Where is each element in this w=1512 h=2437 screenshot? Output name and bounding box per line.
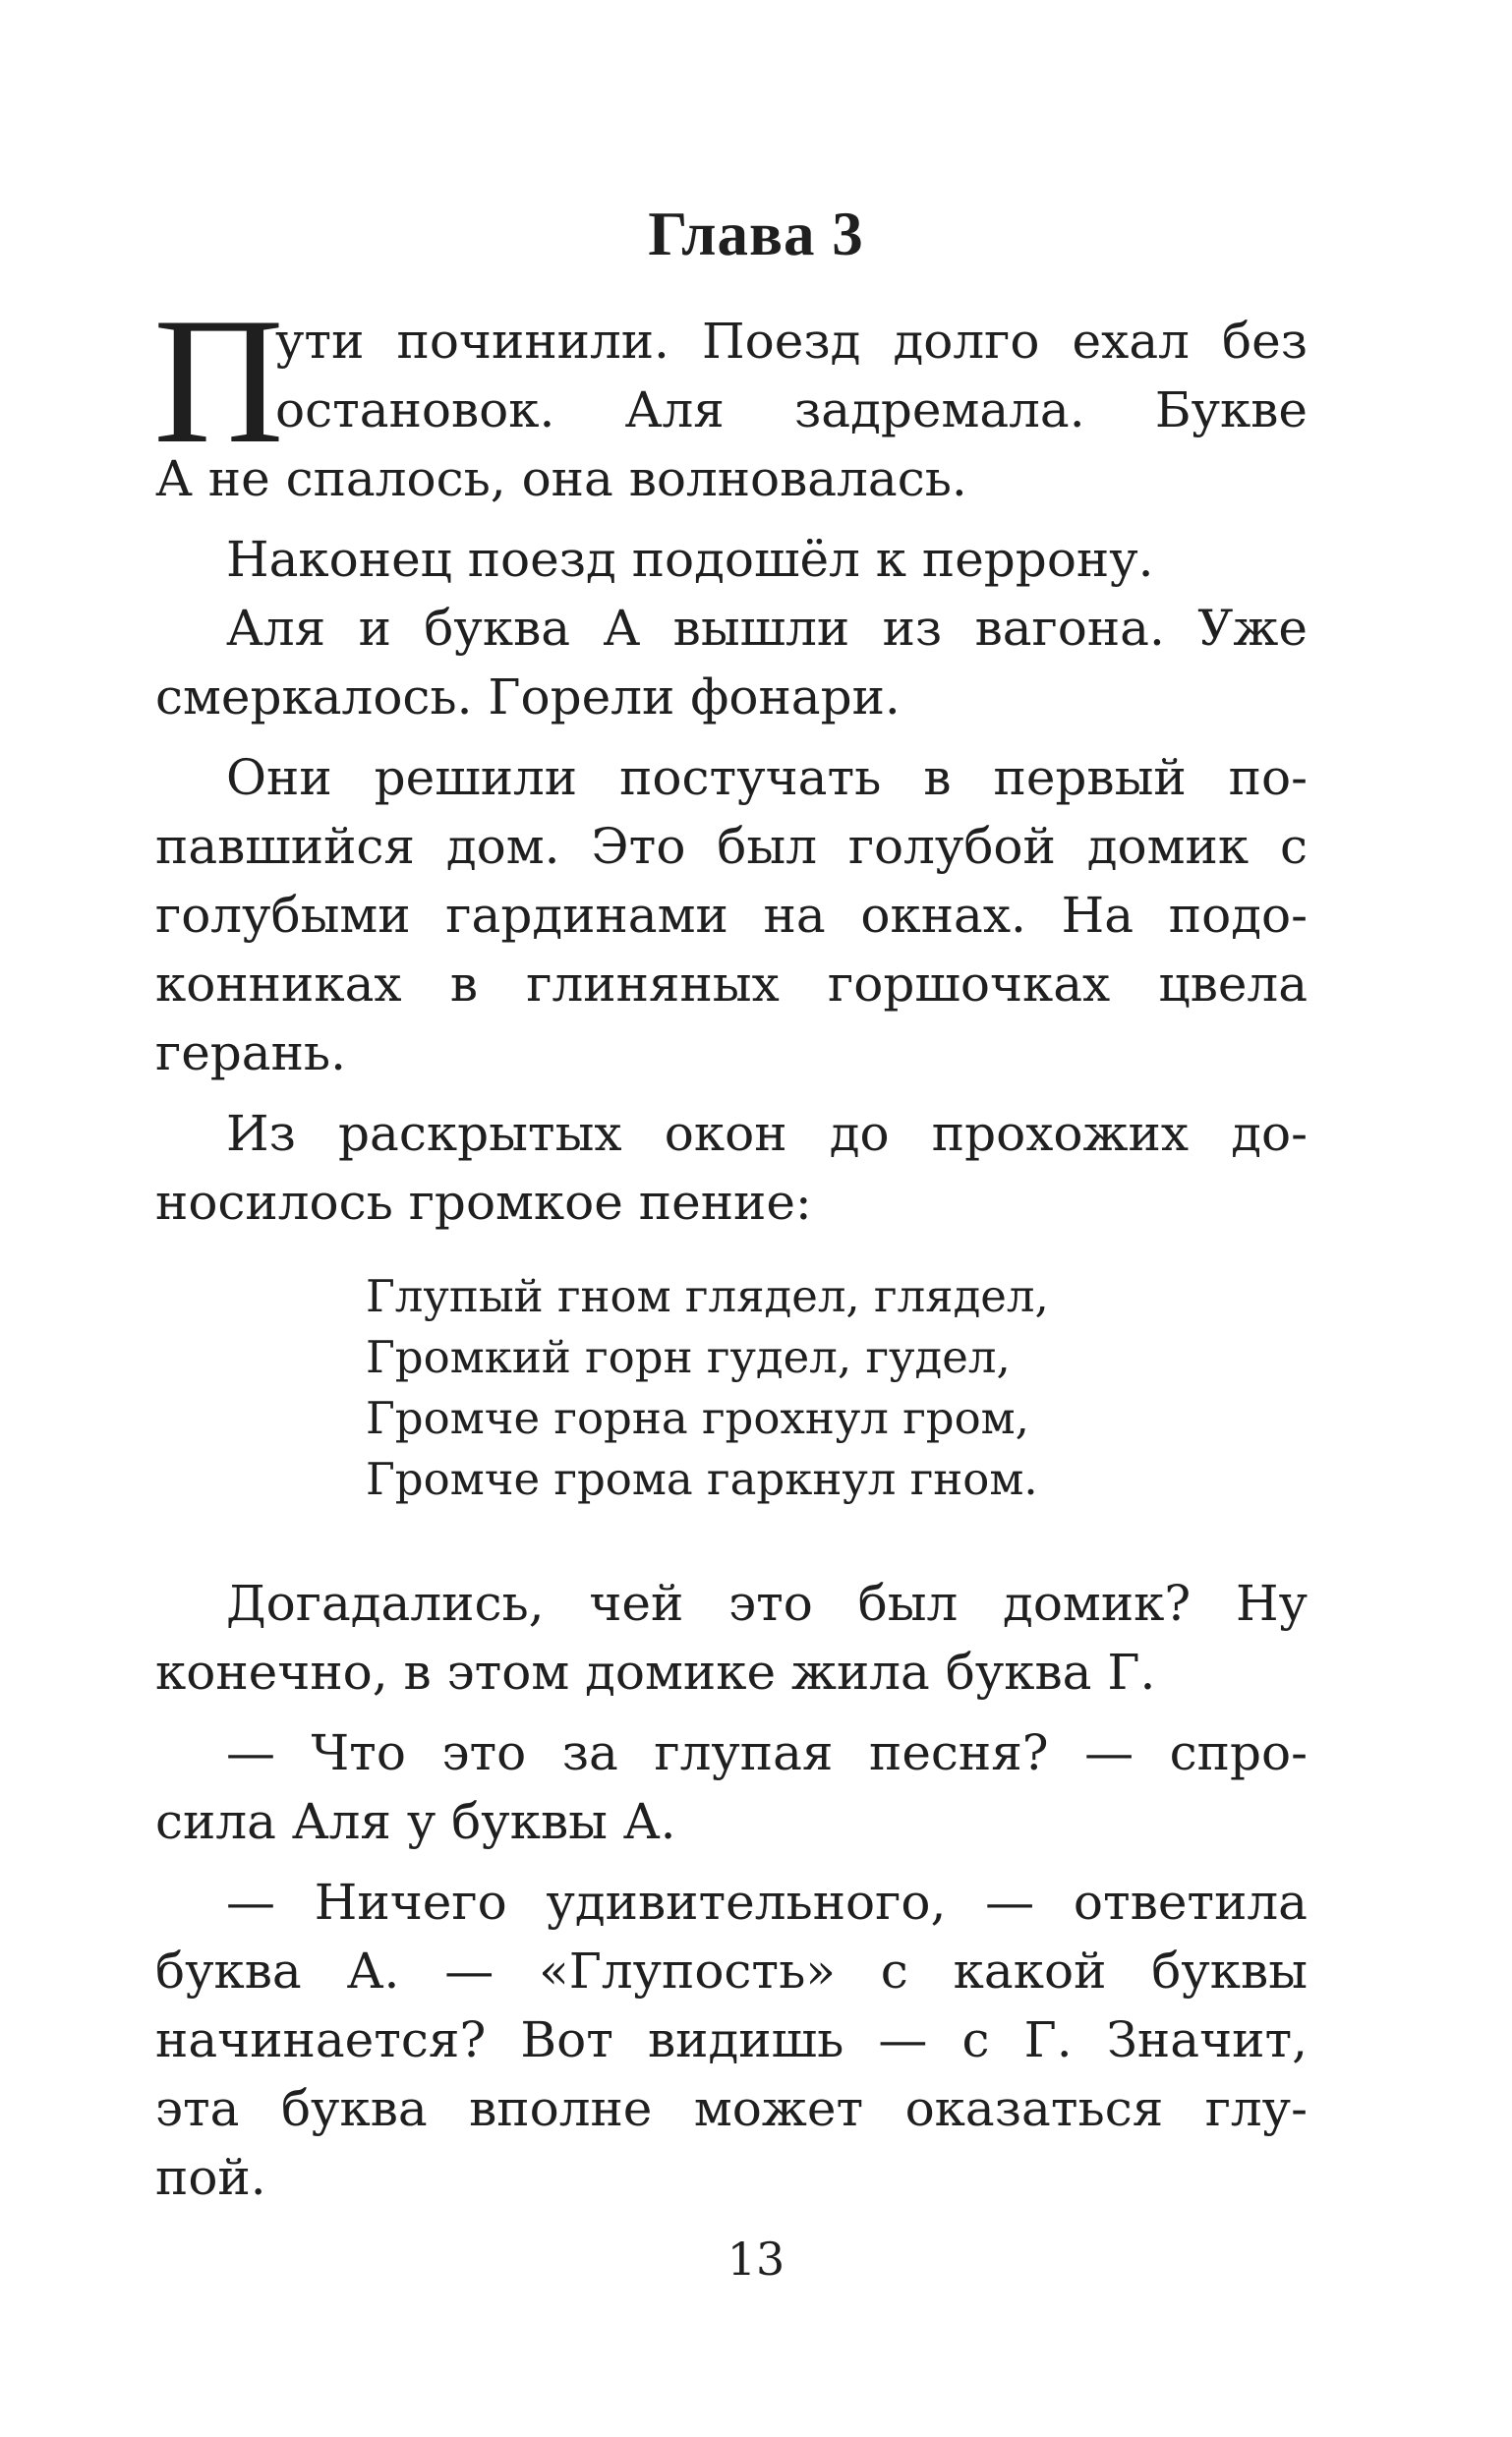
verse-line: Глупый гном глядел, глядел, — [366, 1270, 1049, 1322]
text-line: — Ничего удивительного, — ответила — [226, 1874, 1308, 1931]
text-line: ути починили. Поезд долго ехал без — [275, 313, 1308, 370]
text-line: Они решили постучать в первый по- — [226, 749, 1308, 806]
text-line: Наконец поезд подошёл к перрону. — [226, 531, 1154, 588]
text-line: Из раскрытых окон до прохожих до- — [226, 1105, 1308, 1162]
verse-line: Громче грома гаркнул гном. — [366, 1453, 1038, 1505]
verse-line: Громче горна грохнул гром, — [366, 1392, 1029, 1444]
text-line: пой. — [155, 2149, 266, 2206]
text-line: павшийся дом. Это был голубой домик с — [155, 818, 1308, 875]
chapter-title: Глава 3 — [648, 200, 864, 268]
text-line: — Что это за глупая песня? — спро- — [226, 1724, 1308, 1781]
text-line: смеркалось. Горели фонари. — [155, 668, 901, 725]
text-line: носилось громкое пение: — [155, 1174, 812, 1231]
verse-line: Громкий горн гудел, гудел, — [366, 1331, 1011, 1383]
text-line: герань. — [155, 1024, 347, 1081]
text-line: голубыми гардинами на окнах. На подо- — [155, 887, 1308, 944]
page-number: 13 — [727, 2233, 785, 2286]
text-line: конниках в глиняных горшочках цвела — [155, 956, 1308, 1013]
text-line: эта буква вполне может оказаться глу- — [155, 2080, 1308, 2137]
text-line: А не спалось, она волновалась. — [155, 450, 967, 507]
drop-cap: П — [153, 280, 284, 481]
text-line: буква А. — «Глупость» с какой буквы — [155, 1943, 1308, 2000]
text-line: сила Аля у буквы А. — [155, 1793, 676, 1850]
text-line: начинается? Вот видишь — с Г. Значит, — [155, 2011, 1308, 2068]
text-line: конечно, в этом домике жила буква Г. — [155, 1644, 1156, 1701]
text-line: Догадались, чей это был домик? Ну — [226, 1575, 1308, 1632]
text-line: Аля и буква А вышли из вагона. Уже — [226, 600, 1308, 657]
text-line: остановок. Аля задремала. Букве — [275, 381, 1308, 438]
